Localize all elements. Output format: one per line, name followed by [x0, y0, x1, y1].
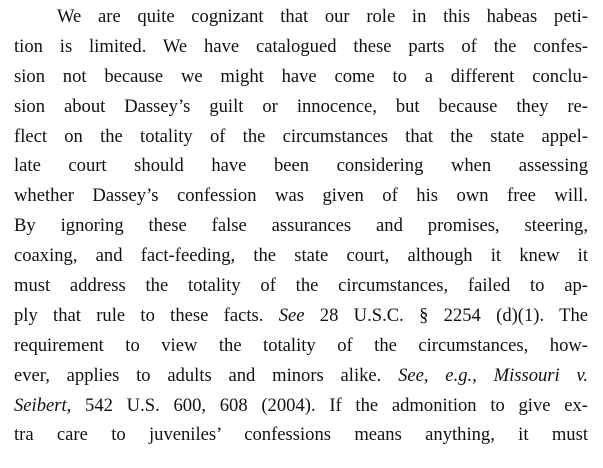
- text-segment: whether Dassey’s confession was given of his own free will.: [14, 185, 588, 207]
- text-segment: tra care to juveniles’ confessions means anything, it must: [14, 424, 588, 446]
- text-segment: late court should have been considering when assessing: [14, 155, 588, 177]
- text-line: [14, 2, 588, 32]
- text-line: [14, 211, 588, 241]
- text-line: [14, 301, 588, 331]
- text-line: [14, 241, 588, 271]
- text-segment: coaxing, and fact-feeding, the state court, although it knew it: [14, 245, 588, 267]
- text-segment: requirement to view the totality of the circumstances, how-: [14, 334, 588, 356]
- text-line: [14, 420, 588, 450]
- citation-signal: See, e.g., Missouri v.: [398, 364, 588, 386]
- text-line: [14, 361, 588, 391]
- citation-signal: See: [278, 304, 305, 326]
- text-segment: 28 U.S.C. § 2254 (d)(1). The: [304, 304, 588, 326]
- text-line: [14, 331, 588, 361]
- text-line: [14, 151, 588, 181]
- text-line: [14, 92, 588, 122]
- text-segment: sion about Dassey’s guilt or innocence, but because they re-: [14, 95, 588, 117]
- text-segment: ever, applies to adults and minors alike.: [14, 364, 399, 386]
- body-paragraph: [14, 2, 588, 450]
- text-segment: must address the totality of the circumstances, failed to ap-: [14, 275, 588, 297]
- citation-signal: Seibert: [14, 394, 67, 416]
- text-segment: flect on the totality of the circumstances that the state appel-: [14, 125, 588, 147]
- text-segment: , 542 U.S. 600, 608 (2004). If the admonition to give ex-: [66, 394, 588, 416]
- text-segment: By ignoring these false assurances and promises, steering,: [14, 215, 588, 237]
- text-segment: tion is limited. We have catalogued these parts of the confes-: [14, 35, 588, 57]
- text-line: [14, 62, 588, 92]
- text-line: [14, 122, 588, 152]
- text-segment: We are quite cognizant that our role in this habeas peti-: [57, 6, 588, 27]
- text-line: [14, 271, 588, 301]
- text-segment: sion not because we might have come to a different conclu-: [14, 65, 588, 87]
- text-segment: ply that rule to these facts.: [14, 304, 279, 326]
- text-line: [14, 181, 588, 211]
- text-line: [14, 391, 588, 421]
- text-line: [14, 32, 588, 62]
